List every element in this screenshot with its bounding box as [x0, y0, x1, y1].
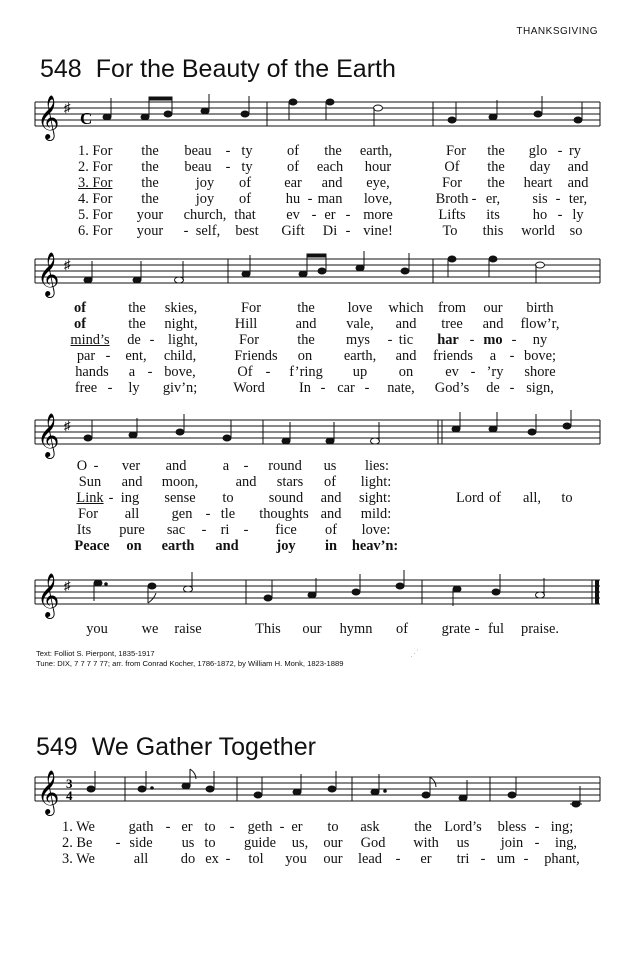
- verse-549-1: 1. We gath - er to - geth - er to ask the Lord’s bless - ing;: [62, 819, 574, 835]
- verse-549-3: 3. We all do ex - tol you our lead - er tri - um - phant,: [62, 851, 580, 867]
- refrain-mid-2: of: [489, 490, 501, 506]
- verse-6-line-3: Peace on earth and joy in heav’n:: [74, 538, 399, 554]
- verse-2-line-1: 2. For the beau - ty of each hour Of the day and: [78, 159, 589, 175]
- verse-1-line-2: of the skies, For the love which from our birth: [74, 300, 554, 316]
- svg-text:C: C: [80, 109, 93, 128]
- svg-text:♯: ♯: [64, 257, 71, 272]
- hymn-name: For the Beauty of the Earth: [95, 55, 396, 83]
- music-staff-5: [0, 767, 640, 817]
- svg-text:𝄞: 𝄞: [37, 413, 60, 457]
- verse-5-line-3: Its pure sac - ri - fice of love:: [76, 522, 391, 538]
- verse-3-line-1: 3. For the joy of ear and eye, For the heart and: [78, 175, 589, 191]
- hymn-title-548: [40, 55, 396, 84]
- lyrics-line-1: [0, 143, 640, 243]
- hymn-number: 548: [40, 55, 82, 83]
- verse-3-line-3: Link - ing sense to sound and sight: Lord of all, to: [76, 490, 573, 506]
- verse-6-line-1: 6. For your - self, best Gift Di - vine! To this world so: [78, 223, 583, 239]
- verse-5-line-1: 5. For your church, that ev - er - more Lifts its ho - ly: [78, 207, 584, 223]
- svg-text:♯: ♯: [64, 418, 71, 433]
- verse-2-line-2: of the night, Hill and vale, and tree and flow’r,: [74, 316, 560, 332]
- verse-1-line-3: O - ver and a - round us lies:: [76, 458, 389, 474]
- music-staff-2: [0, 247, 640, 307]
- svg-text:𝄞: 𝄞: [37, 252, 60, 296]
- svg-text:♯: ♯: [64, 100, 71, 115]
- verse-4-line-1: 4. For the joy of hu - man love, Broth - er, sis - ter,: [78, 191, 588, 207]
- verse-5-line-2: hands a - bove, Of - f’ring up on ev - ’ry shore: [75, 364, 556, 380]
- verse-1-line-1: 1. For the beau - ty of the earth, For the glo - ry: [78, 143, 581, 159]
- lyrics-line-2: [0, 300, 640, 400]
- refrain-mid-4: to: [561, 490, 573, 506]
- lyrics-line-3: [0, 458, 640, 558]
- refrain-mid-3: all,: [523, 490, 541, 506]
- time-signature-bottom: 4: [66, 788, 73, 803]
- verse-2-line-3: Sun and moon, and stars of light:: [78, 474, 392, 490]
- svg-text:𝄞: 𝄞: [37, 770, 60, 814]
- refrain-lyrics: you we raise This our hymn of grate - ful praise.: [86, 621, 559, 637]
- tune-credit: Tune: DIX, 7 7 7 7 77; arr. from Conrad Kocher, 1786-1872, by William H. Monk, 1823-1889: [36, 658, 344, 668]
- hymn-credits: [36, 649, 343, 668]
- verse-6-line-2: free - ly giv’n; Word In - car - nate, God’s de - sign,: [74, 380, 554, 396]
- hymn-title-549: [36, 733, 316, 762]
- section-heading: THANKSGIVING: [516, 26, 598, 37]
- verse-549-2: 2. Be - side us to guide us, our God with us join - ing,: [62, 835, 577, 851]
- verse-3-line-2: mind’s de - light, For the mys - tic har - mo - ny: [70, 332, 548, 348]
- time-signature-top: 3: [66, 776, 73, 791]
- lyrics-549: [0, 819, 640, 879]
- hymn-number: 549: [36, 733, 78, 761]
- svg-text:𝄞: 𝄞: [37, 95, 60, 139]
- print-speck: ⋰: [410, 648, 419, 658]
- verse-4-line-2: par - ent, child, Friends on earth, and friends a - bove;: [76, 348, 556, 364]
- text-credit: Text: Folliot S. Pierpont, 1835-1917: [36, 649, 155, 658]
- refrain-mid-1: Lord: [456, 490, 484, 506]
- music-staff-1: [0, 90, 640, 150]
- music-staff-4: [0, 568, 640, 628]
- verse-4-line-3: For all gen - tle thoughts and mild:: [78, 506, 392, 522]
- svg-text:𝄞: 𝄞: [37, 573, 60, 617]
- hymn-name: We Gather Together: [91, 733, 316, 761]
- svg-text:♯: ♯: [64, 578, 71, 593]
